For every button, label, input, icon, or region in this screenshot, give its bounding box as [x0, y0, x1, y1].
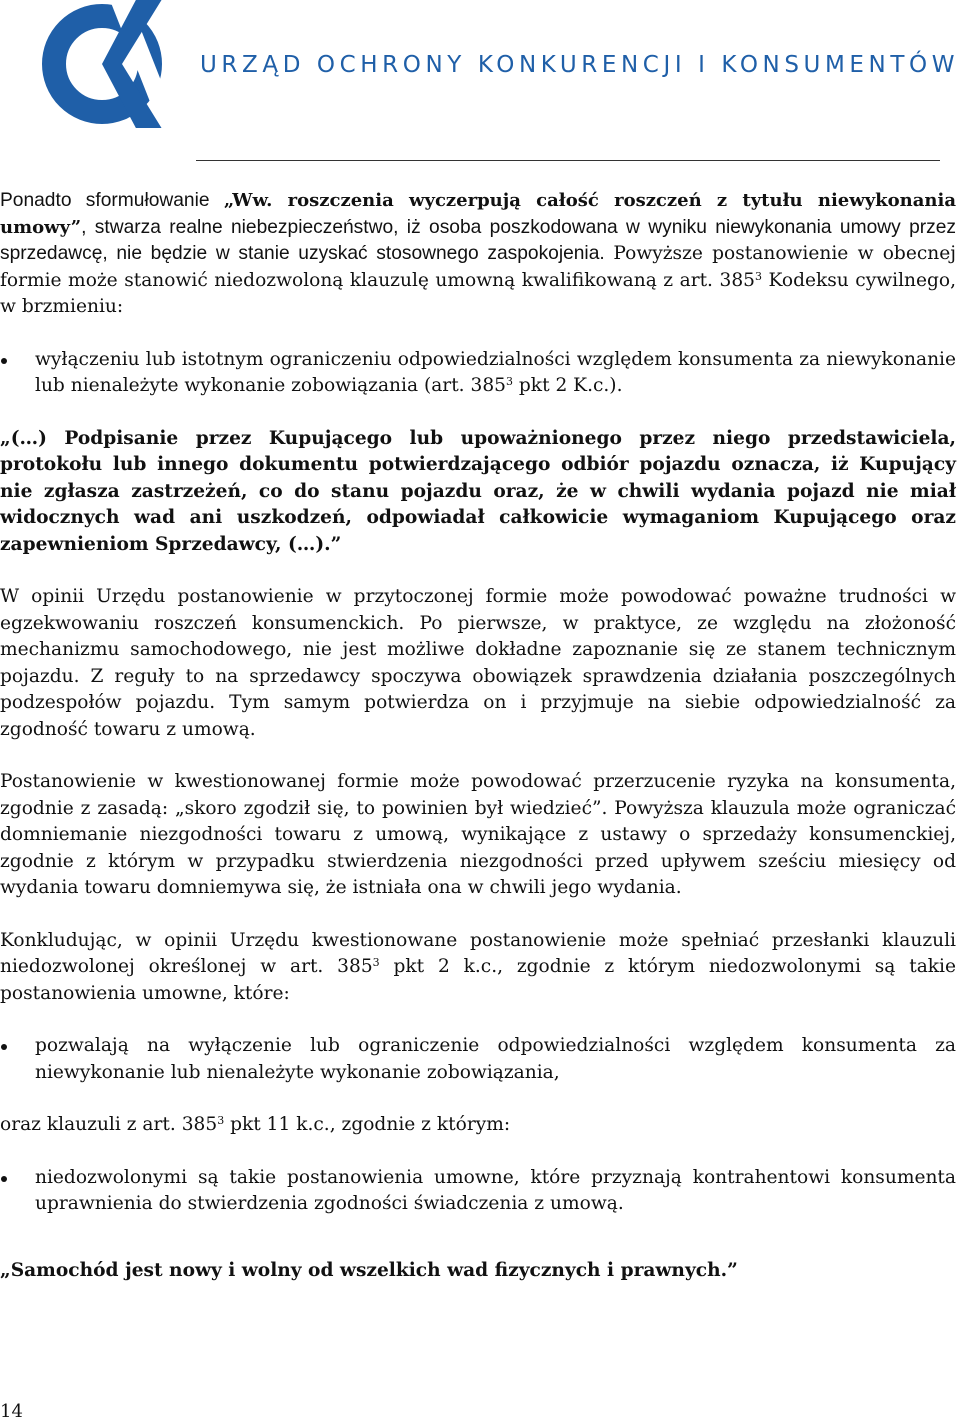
- text-span: pkt 2 K.c.).: [512, 375, 623, 396]
- text-span: wyłączeniu lub istotnym ograniczeniu odpowiedzialności względem konsumenta za niewykonanie lub nienależyte wykonanie zobowiązania (art. 385: [35, 348, 956, 396]
- superscript: 3: [505, 375, 513, 388]
- text-span: , stwarza realne niebezpieczeństwo, iż osoba poszkodowana w wyniku niewykonania umowy przez sprzedawcę, nie będzie w stanie uzyskać stosownego zaspokojenia.: [0, 216, 956, 264]
- text-span: Ponadto sformułowanie: [0, 190, 224, 211]
- paragraph-risk: Postanowienie w kwestionowanej formie może powodować przerzucenie ryzyka na konsumenta, zgodnie z zasadą: „skoro zgodził się, to powinien był wiedzieć”. Powyższa klauzula może ograniczać domniemanie niezgodności towaru z umową, wynikające z ustawy o sprzedaży konsumenckiej, zgodnie z którym w przypadku stwierdzenia niezgodności przed upływem sześciu miesięcy od wydania towaru domniemywa się, że istniała ona w chwili jego wydania.: [0, 771, 956, 898]
- quoted-clause: „Ww. roszczenia wyczerpują całość roszczeń z tytułu niewykonania umowy”: [0, 190, 956, 238]
- text-span: Kodeksu cywilnego, w brzmieniu:: [0, 269, 957, 317]
- superscript: 3: [217, 1114, 225, 1127]
- text-span: pkt 2 k.c., zgodnie z którym niedozwolonymi są takie postanowienia umowne, które:: [0, 956, 956, 1004]
- paragraph-clause-11: [0, 1112, 956, 1139]
- document-body: [0, 188, 956, 1284]
- superscript: 3: [372, 956, 380, 969]
- bullet-list: [0, 1033, 956, 1086]
- quoted-clause-pickup: „(…) Podpisanie przez Kupującego lub upoważnionego przez niego przedstawiciela, protokołu lub innego dokumentu potwierdzającego odbiór pojazdu oznacza, iż Kupujący nie zgłasza zastrzeżeń, co do stanu pojazdu oraz, że w chwili wydania pojazd nie miał widocznych wad ani uszkodzeń, odpowiadał całkowicie wymaganiom Kupującego oraz zapewnieniom Sprzedawcy, (…).”: [0, 427, 956, 555]
- uokik-logo-icon: [38, 0, 170, 128]
- superscript: 3: [754, 269, 762, 283]
- bullet-list: [0, 347, 956, 400]
- paragraph-conclusion: [0, 928, 956, 1008]
- text-span: Powyższe postanowienie w obecnej formie może stanowić niedozwoloną klauzulę umowną kwalifikowaną z art. 385: [0, 243, 956, 291]
- text-span: pkt 11 k.c., zgodnie z którym:: [224, 1114, 511, 1135]
- list-item: pozwalają na wyłączenie lub ograniczenie odpowiedzialności względem konsumenta za niewykonanie lub nienależyte wykonanie zobowiązania,: [0, 1033, 956, 1086]
- agency-name: URZĄD OCHRONY KONKURENCJI I KONSUMENTÓW: [200, 52, 960, 78]
- text-span: Konkludując, w opinii Urzędu kwestionowane postanowienie może spełniać przesłanki klauzuli niedozwolonej określonej w art. 385: [0, 929, 956, 977]
- list-item: niedozwolonymi są takie postanowienia umowne, które przyznają kontrahentowi konsumenta uprawnienia do stwierdzenia zgodności świadczenia z umową.: [0, 1165, 956, 1218]
- list-item: [0, 347, 956, 400]
- quoted-clause-new-car: „Samochód jest nowy i wolny od wszelkich wad fizycznych i prawnych.”: [0, 1259, 738, 1281]
- letterhead: [0, 0, 960, 160]
- paragraph-intro: [0, 188, 956, 321]
- paragraph-opinion: W opinii Urzędu postanowienie w przytoczonej formie może powodować poważne trudności w egzekwowaniu roszczeń konsumenckich. Po pierwsze, w praktyce, ze względu na złożoność mechanizmu samochodowego, nie jest możliwe dokładne zapoznanie się ze stanem technicznym pojazdu. Z reguły to na sprzedawcy spoczywa obowiązek sprawdzenia działania poszczególnych podzespołów pojazdu. Tym samym potwierdza on i przyjmuje na siebie odpowiedzialność za zgodność towaru z umową.: [0, 586, 956, 740]
- page-number: 14: [0, 1401, 23, 1422]
- header-rule: [196, 160, 940, 161]
- text-span: oraz klauzuli z art. 385: [0, 1114, 218, 1135]
- bullet-list: [0, 1165, 956, 1218]
